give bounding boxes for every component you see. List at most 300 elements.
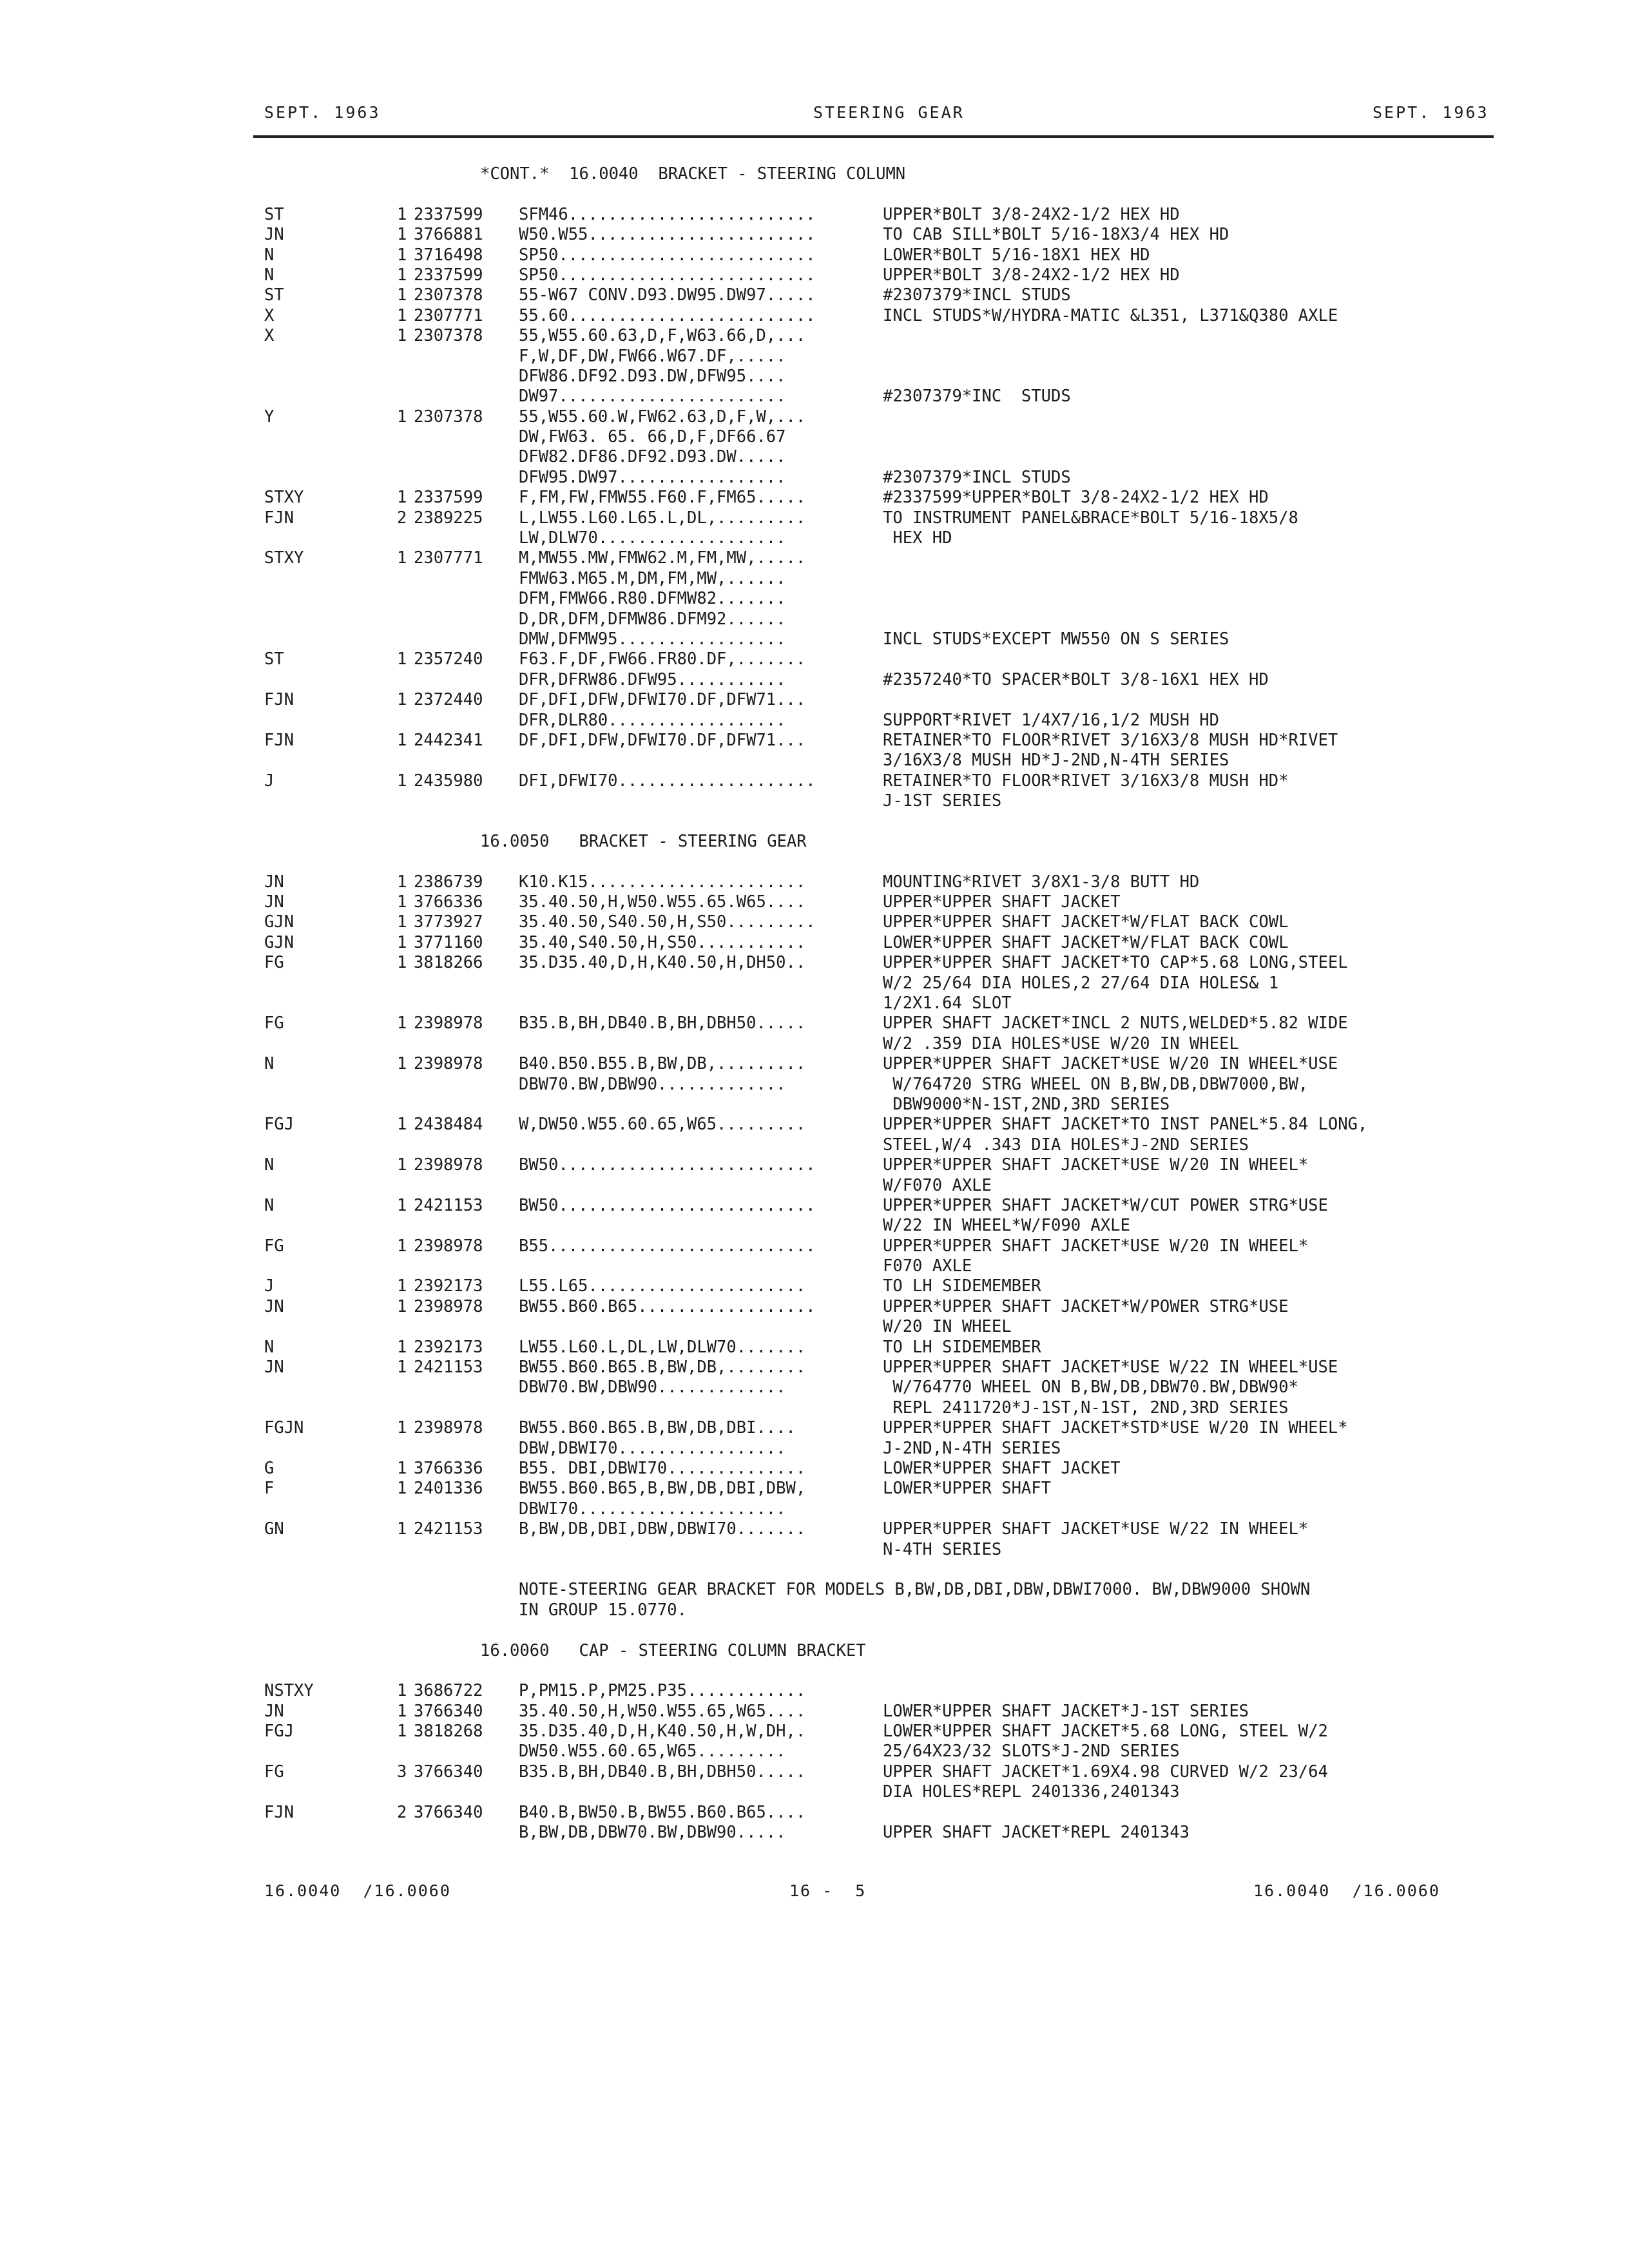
quantity: 1 <box>397 771 407 791</box>
part-description: UPPER*UPPER SHAFT JACKET*USE W/22 IN WHEEL*USE <box>883 1358 1338 1378</box>
model-list: DMW,DFMW95................. <box>519 629 786 649</box>
quantity: 1 <box>397 932 407 952</box>
model-list: DFW86.DF92.D93.DW,DFW95.... <box>519 366 786 386</box>
model-list: SFM46......................... <box>519 204 816 224</box>
part-number: 2421153 <box>414 1195 483 1215</box>
header-title: STEERING GEAR <box>813 103 965 122</box>
blank-line <box>0 184 1629 204</box>
part-description: MOUNTING*RIVET 3/8X1-3/8 BUTT HD <box>883 872 1200 892</box>
model-list: DBW70.BW,DBW90............. <box>519 1074 786 1094</box>
quantity: 1 <box>397 245 407 265</box>
part-description: TO CAB SILL*BOLT 5/16-18X3/4 HEX HD <box>883 225 1229 245</box>
model-list: BW55.B60.B65,B,BW,DB,DBI,DBW, <box>519 1479 806 1499</box>
part-description: #2307379*INCL STUDS <box>883 285 1071 305</box>
part-description: UPPER*UPPER SHAFT JACKET*USE W/20 IN WHEEL* <box>883 1155 1309 1175</box>
series-code: STXY <box>264 488 304 508</box>
model-list: B35.B,BH,DB40.B,BH,DBH50..... <box>519 1762 806 1782</box>
footer-page-number: 16 - 5 <box>789 1881 867 1900</box>
model-list: DF,DFI,DFW,DFWI70.DF,DFW71... <box>519 690 806 710</box>
part-row <box>0 285 1629 305</box>
part-number: 2401336 <box>414 1479 483 1499</box>
model-list: 35.D35.40,D,H,K40.50,H,W,DH,. <box>519 1722 806 1742</box>
part-row <box>0 1216 1629 1236</box>
series-code: JN <box>264 225 284 245</box>
part-description: HEX HD <box>883 528 952 548</box>
part-row <box>0 1398 1629 1418</box>
quantity: 1 <box>397 488 407 508</box>
model-list: LW,DLW70................... <box>519 528 786 548</box>
series-code: G <box>264 1459 275 1478</box>
part-row <box>0 367 1629 387</box>
series-code: ST <box>264 285 284 305</box>
part-row <box>0 468 1629 488</box>
part-number: 2421153 <box>414 1519 483 1539</box>
quantity: 1 <box>397 953 407 973</box>
part-number: 3818266 <box>414 953 483 973</box>
model-list: FMW63.M65.M,DM,FM,MW,...... <box>519 568 786 588</box>
part-row <box>0 326 1629 346</box>
part-row <box>0 1439 1629 1459</box>
quantity: 1 <box>397 1459 407 1478</box>
model-list: B,BW,DB,DBW70.BW,DBW90..... <box>519 1823 786 1843</box>
blank-line <box>0 812 1629 832</box>
series-code: FG <box>264 1236 284 1256</box>
model-list: B,BW,DB,DBI,DBW,DBWI70....... <box>519 1519 806 1539</box>
part-number: 3773927 <box>414 912 483 932</box>
part-number: 2372440 <box>414 690 483 710</box>
series-code: N <box>264 245 275 265</box>
part-number: 2337599 <box>414 265 483 285</box>
part-row <box>0 751 1629 771</box>
part-number: 3766340 <box>414 1701 483 1721</box>
part-description: W/764720 STRG WHEEL ON B,BW,DB,DBW7000,BW, <box>883 1074 1309 1094</box>
part-description: INCL STUDS*W/HYDRA-MATIC &L351, L371&Q380 AXLE <box>883 305 1338 325</box>
part-row <box>0 528 1629 548</box>
series-code: JN <box>264 892 284 912</box>
quantity: 1 <box>397 1358 407 1378</box>
part-description: W/2 .359 DIA HOLES*USE W/20 IN WHEEL <box>883 1033 1239 1053</box>
part-description: F070 AXLE <box>883 1256 972 1276</box>
model-list: P,PM15.P,PM25.P35............ <box>519 1681 806 1701</box>
part-row <box>0 1034 1629 1054</box>
part-row <box>0 205 1629 225</box>
footer-group-right: 16.0040 /16.0060 <box>1253 1881 1440 1900</box>
model-list: 35.40.50,S40.50,H,S50......... <box>519 912 816 932</box>
series-code: Y <box>264 407 275 427</box>
part-number: 2307771 <box>414 548 483 568</box>
model-list: DFW82.DF86.DF92.D93.DW..... <box>519 447 786 467</box>
part-number: 2337599 <box>414 488 483 508</box>
part-number: 2307771 <box>414 305 483 325</box>
part-row <box>0 1803 1629 1823</box>
series-code: STXY <box>264 548 304 568</box>
part-description: LOWER*UPPER SHAFT JACKET*5.68 LONG, STEEL W/2 <box>883 1722 1328 1742</box>
part-row <box>0 690 1629 710</box>
part-number: 2389225 <box>414 508 483 528</box>
part-row <box>0 1276 1629 1296</box>
part-number: 2398978 <box>414 1014 483 1033</box>
model-list: W50.W55....................... <box>519 225 816 245</box>
part-row <box>0 1762 1629 1782</box>
part-row <box>0 1014 1629 1033</box>
part-description: LOWER*UPPER SHAFT JACKET*J-1ST SERIES <box>883 1701 1249 1721</box>
section-title-text: 16.0050 BRACKET - STEERING GEAR <box>480 831 807 851</box>
series-code: FGJ <box>264 1722 294 1742</box>
part-description: RETAINER*TO FLOOR*RIVET 3/16X3/8 MUSH HD*RIVET <box>883 730 1338 750</box>
part-row <box>0 245 1629 265</box>
model-list: F,W,DF,DW,FW66.W67.DF,..... <box>519 346 786 366</box>
model-list: DW97....................... <box>519 387 786 407</box>
model-list: LW55.L60.L,DL,LW,DLW70....... <box>519 1337 806 1357</box>
series-code: F <box>264 1479 275 1499</box>
part-description: W/2 25/64 DIA HOLES,2 27/64 DIA HOLES& 1 <box>883 973 1279 993</box>
part-description: UPPER*UPPER SHAFT JACKET*STD*USE W/20 IN WHEEL* <box>883 1418 1348 1438</box>
part-description: UPPER*UPPER SHAFT JACKET*USE W/20 IN WHEEL* <box>883 1236 1309 1256</box>
quantity: 1 <box>397 326 407 346</box>
model-list: DW50.W55.60.65,W65......... <box>519 1742 786 1762</box>
model-list: DFR,DLR80.................. <box>519 710 786 730</box>
blank-line <box>0 1661 1629 1681</box>
quantity: 1 <box>397 1014 407 1033</box>
model-list: 35.40,S40.50,H,S50........... <box>519 932 806 952</box>
part-row <box>0 589 1629 609</box>
model-list: 35.D35.40,D,H,K40.50,H,DH50.. <box>519 953 806 973</box>
model-list: B55. DBI,DBWI70.............. <box>519 1459 806 1478</box>
quantity: 1 <box>397 407 407 427</box>
part-row <box>0 569 1629 589</box>
quantity: 1 <box>397 1681 407 1701</box>
part-description: #2307379*INCL STUDS <box>883 467 1071 487</box>
part-description: LOWER*UPPER SHAFT JACKET <box>883 1459 1121 1478</box>
part-row <box>0 711 1629 731</box>
part-description: UPPER*UPPER SHAFT JACKET*USE W/20 IN WHEEL*USE <box>883 1054 1338 1074</box>
quantity: 1 <box>397 1276 407 1296</box>
note-line <box>0 1600 1629 1620</box>
part-row <box>0 427 1629 447</box>
part-row <box>0 933 1629 953</box>
part-row <box>0 1681 1629 1701</box>
part-description: UPPER*UPPER SHAFT JACKET*W/POWER STRG*USE <box>883 1296 1289 1316</box>
part-description: N-4TH SERIES <box>883 1539 1002 1559</box>
part-row <box>0 1722 1629 1742</box>
part-description: UPPER*UPPER SHAFT JACKET*TO CAP*5.68 LONG,STEEL <box>883 953 1348 973</box>
series-code: N <box>264 1195 275 1215</box>
part-row <box>0 670 1629 690</box>
part-row <box>0 1519 1629 1539</box>
header-date-left: SEPT. 1963 <box>264 103 381 122</box>
quantity: 1 <box>397 1722 407 1742</box>
part-row <box>0 1256 1629 1276</box>
blank-line <box>0 1560 1629 1580</box>
series-code: FJN <box>264 730 294 750</box>
series-code: FG <box>264 1762 284 1782</box>
part-row <box>0 1418 1629 1438</box>
part-row <box>0 265 1629 285</box>
part-description: LOWER*UPPER SHAFT JACKET*W/FLAT BACK COWL <box>883 932 1289 952</box>
part-row <box>0 1702 1629 1722</box>
quantity: 1 <box>397 1054 407 1074</box>
part-row <box>0 1742 1629 1762</box>
part-row <box>0 1459 1629 1479</box>
header-date-right: SEPT. 1963 <box>1373 103 1489 122</box>
part-description: #2357240*TO SPACER*BOLT 3/8-16X1 HEX HD <box>883 669 1269 689</box>
series-code: X <box>264 305 275 325</box>
section-title <box>0 832 1629 852</box>
quantity: 1 <box>397 1337 407 1357</box>
part-description: UPPER SHAFT JACKET*REPL 2401343 <box>883 1823 1190 1843</box>
part-row <box>0 1135 1629 1155</box>
model-list: B55........................... <box>519 1236 816 1256</box>
blank-line <box>0 1620 1629 1640</box>
part-description: UPPER*BOLT 3/8-24X2-1/2 HEX HD <box>883 265 1180 285</box>
part-number: 2337599 <box>414 204 483 224</box>
part-row <box>0 1317 1629 1337</box>
model-list: 55-W67 CONV.D93.DW95.DW97..... <box>519 285 816 305</box>
model-list: DW,FW63. 65. 66,D,F,DF66.67 <box>519 427 786 447</box>
part-description: #2307379*INC STUDS <box>883 387 1071 407</box>
part-row <box>0 1155 1629 1175</box>
note-text: IN GROUP 15.0770. <box>519 1600 687 1620</box>
quantity: 1 <box>397 1418 407 1438</box>
part-description: UPPER*BOLT 3/8-24X2-1/2 HEX HD <box>883 204 1180 224</box>
part-row <box>0 974 1629 994</box>
part-row <box>0 225 1629 245</box>
quantity: 1 <box>397 285 407 305</box>
part-description: J-2ND,N-4TH SERIES <box>883 1438 1061 1458</box>
model-list: W,DW50.W55.60.65,W65......... <box>519 1115 806 1135</box>
part-row <box>0 1297 1629 1317</box>
part-row <box>0 1095 1629 1115</box>
part-number: 3766340 <box>414 1802 483 1822</box>
part-number: 3766881 <box>414 225 483 245</box>
part-number: 3686722 <box>414 1681 483 1701</box>
part-description: W/764770 WHEEL ON B,BW,DB,DBW70.BW,DBW90* <box>883 1378 1298 1398</box>
quantity: 1 <box>397 649 407 669</box>
part-description: UPPER*UPPER SHAFT JACKET <box>883 892 1121 912</box>
quantity: 1 <box>397 305 407 325</box>
part-number: 2398978 <box>414 1418 483 1438</box>
series-code: FGJ <box>264 1115 294 1135</box>
model-list: D,DR,DFM,DFMW86.DFM92...... <box>519 609 786 629</box>
part-row <box>0 387 1629 407</box>
part-description: TO INSTRUMENT PANEL&BRACE*BOLT 5/16-18X5/8 <box>883 508 1298 528</box>
section-title-text: *CONT.* 16.0040 BRACKET - STEERING COLUMN <box>480 164 906 184</box>
model-list: DFM,FMW66.R80.DFMW82....... <box>519 589 786 609</box>
quantity: 1 <box>397 1236 407 1256</box>
part-description: UPPER SHAFT JACKET*INCL 2 NUTS,WELDED*5.82 WIDE <box>883 1014 1348 1033</box>
part-description: UPPER*UPPER SHAFT JACKET*USE W/22 IN WHEEL* <box>883 1519 1309 1539</box>
part-row <box>0 1782 1629 1802</box>
quantity: 1 <box>397 1701 407 1721</box>
part-number: 3818268 <box>414 1722 483 1742</box>
model-list: DBW,DBWI70................. <box>519 1438 786 1458</box>
part-description: STEEL,W/4 .343 DIA HOLES*J-2ND SERIES <box>883 1135 1249 1155</box>
part-row <box>0 1054 1629 1074</box>
model-list: SP50.......................... <box>519 265 816 285</box>
quantity: 2 <box>397 1802 407 1822</box>
part-row <box>0 1236 1629 1256</box>
model-list: SP50.......................... <box>519 245 816 265</box>
quantity: 1 <box>397 1479 407 1499</box>
part-description: SUPPORT*RIVET 1/4X7/16,1/2 MUSH HD <box>883 710 1219 730</box>
model-list: 35.40.50,H,W50.W55.65,W65.... <box>519 1701 806 1721</box>
part-number: 3766336 <box>414 1459 483 1478</box>
model-list: L55.L65...................... <box>519 1276 806 1296</box>
series-code: JN <box>264 1296 284 1316</box>
model-list: 55,W55.60.W,FW62.63,D,F,W,... <box>519 407 806 427</box>
model-list: 35.40.50,H,W50.W55.65.W65.... <box>519 892 806 912</box>
model-list: DFI,DFWI70.................... <box>519 771 816 791</box>
part-number: 2398978 <box>414 1054 483 1074</box>
part-description: 3/16X3/8 MUSH HD*J-2ND,N-4TH SERIES <box>883 751 1229 771</box>
series-code: ST <box>264 649 284 669</box>
part-number: 2398978 <box>414 1296 483 1316</box>
model-list: BW50.......................... <box>519 1195 816 1215</box>
quantity: 1 <box>397 1115 407 1135</box>
series-code: FG <box>264 1014 284 1033</box>
part-description: RETAINER*TO FLOOR*RIVET 3/16X3/8 MUSH HD* <box>883 771 1289 791</box>
model-list: L,LW55.L60.L65.L,DL,......... <box>519 508 806 528</box>
series-code: N <box>264 1155 275 1175</box>
quantity: 1 <box>397 1155 407 1175</box>
series-code: GJN <box>264 912 294 932</box>
part-description: UPPER*UPPER SHAFT JACKET*TO INST PANEL*5.84 LONG, <box>883 1115 1368 1135</box>
part-row <box>0 347 1629 367</box>
part-number: 3771160 <box>414 932 483 952</box>
series-code: N <box>264 1054 275 1074</box>
part-row <box>0 1196 1629 1216</box>
section-title <box>0 1641 1629 1661</box>
part-row <box>0 306 1629 326</box>
part-number: 2307378 <box>414 326 483 346</box>
series-code: FJN <box>264 508 294 528</box>
part-description: INCL STUDS*EXCEPT MW550 ON S SERIES <box>883 629 1229 649</box>
model-list: 55.60......................... <box>519 305 816 325</box>
part-description: W/F070 AXLE <box>883 1175 992 1195</box>
part-description: UPPER*UPPER SHAFT JACKET*W/CUT POWER STRG*USE <box>883 1195 1328 1215</box>
section-title-text: 16.0060 CAP - STEERING COLUMN BRACKET <box>480 1640 866 1660</box>
note-text: NOTE-STEERING GEAR BRACKET FOR MODELS B,BW,DB,DBI,DBW,DBWI7000. BW,DBW9000 SHOWN <box>519 1580 1311 1600</box>
series-code: FG <box>264 953 284 973</box>
series-code: JN <box>264 1358 284 1378</box>
part-row <box>0 994 1629 1014</box>
part-number: 2357240 <box>414 649 483 669</box>
series-code: J <box>264 771 275 791</box>
part-row <box>0 548 1629 568</box>
part-number: 2421153 <box>414 1358 483 1378</box>
part-number: 2435980 <box>414 771 483 791</box>
part-number: 3766340 <box>414 1762 483 1782</box>
part-number: 2398978 <box>414 1155 483 1175</box>
model-list: B40.B,BW50.B,BW55.B60.B65.... <box>519 1802 806 1822</box>
quantity: 1 <box>397 204 407 224</box>
model-list: B35.B,BH,DB40.B,BH,DBH50..... <box>519 1014 806 1033</box>
blank-line <box>0 852 1629 872</box>
part-description: #2337599*UPPER*BOLT 3/8-24X2-1/2 HEX HD <box>883 488 1269 508</box>
quantity: 3 <box>397 1762 407 1782</box>
model-list: BW55.B60.B65.B,BW,DB,........ <box>519 1358 806 1378</box>
part-description: REPL 2411720*J-1ST,N-1ST, 2ND,3RD SERIES <box>883 1398 1289 1418</box>
note-line <box>0 1580 1629 1600</box>
part-row <box>0 771 1629 791</box>
series-code: FGJN <box>264 1418 304 1438</box>
model-list: DBW70.BW,DBW90............. <box>519 1378 786 1398</box>
part-description: 1/2X1.64 SLOT <box>883 994 1012 1014</box>
part-number: 2438484 <box>414 1115 483 1135</box>
part-description: TO LH SIDEMEMBER <box>883 1337 1041 1357</box>
quantity: 1 <box>397 1195 407 1215</box>
part-row <box>0 1176 1629 1196</box>
model-list: 55,W55.60.63,D,F,W63.66,D,... <box>519 326 806 346</box>
part-number: 2398978 <box>414 1236 483 1256</box>
part-description: DBW9000*N-1ST,2ND,3RD SERIES <box>883 1094 1170 1114</box>
parts-list <box>0 164 1629 1843</box>
part-row <box>0 508 1629 528</box>
part-row <box>0 649 1629 669</box>
quantity: 1 <box>397 1519 407 1539</box>
series-code: X <box>264 326 275 346</box>
part-number: 2307378 <box>414 407 483 427</box>
part-description: 25/64X23/32 SLOTS*J-2ND SERIES <box>883 1742 1180 1762</box>
series-code: JN <box>264 872 284 892</box>
series-code: NSTXY <box>264 1681 314 1701</box>
model-list: B40.B50.B55.B,BW,DB,......... <box>519 1054 806 1074</box>
series-code: ST <box>264 204 284 224</box>
part-row <box>0 610 1629 629</box>
part-row <box>0 791 1629 811</box>
quantity: 1 <box>397 225 407 245</box>
series-code: JN <box>264 1701 284 1721</box>
model-list: BW55.B60.B65.B,BW,DB,DBI.... <box>519 1418 796 1438</box>
part-row <box>0 1338 1629 1358</box>
part-row <box>0 407 1629 427</box>
model-list: F,FM,FW,FMW55.F60.F,FM65..... <box>519 488 806 508</box>
series-code: FJN <box>264 690 294 710</box>
quantity: 1 <box>397 892 407 912</box>
series-code: GJN <box>264 932 294 952</box>
part-row <box>0 892 1629 912</box>
quantity: 1 <box>397 690 407 710</box>
model-list: K10.K15...................... <box>519 872 806 892</box>
part-row <box>0 912 1629 932</box>
part-number: 2307378 <box>414 285 483 305</box>
model-list: M,MW55.MW,FMW62.M,FM,MW,..... <box>519 548 806 568</box>
part-description: J-1ST SERIES <box>883 791 1002 811</box>
part-description: W/22 IN WHEEL*W/F090 AXLE <box>883 1216 1130 1236</box>
part-number: 3716498 <box>414 245 483 265</box>
series-code: N <box>264 1337 275 1357</box>
part-row <box>0 1075 1629 1095</box>
part-row <box>0 488 1629 508</box>
quantity: 1 <box>397 1296 407 1316</box>
part-description: DIA HOLES*REPL 2401336,2401343 <box>883 1782 1180 1802</box>
part-number: 2392173 <box>414 1337 483 1357</box>
part-description: UPPER SHAFT JACKET*1.69X4.98 CURVED W/2 23/64 <box>883 1762 1328 1782</box>
part-row <box>0 1823 1629 1843</box>
part-number: 3766336 <box>414 892 483 912</box>
part-row <box>0 1115 1629 1135</box>
part-number: 2442341 <box>414 730 483 750</box>
model-list: DFW95.DW97................. <box>519 467 786 487</box>
series-code: J <box>264 1276 275 1296</box>
part-row <box>0 447 1629 467</box>
part-row <box>0 872 1629 892</box>
series-code: FJN <box>264 1802 294 1822</box>
part-row <box>0 1540 1629 1560</box>
part-row <box>0 1378 1629 1398</box>
quantity: 1 <box>397 548 407 568</box>
part-row <box>0 1358 1629 1378</box>
